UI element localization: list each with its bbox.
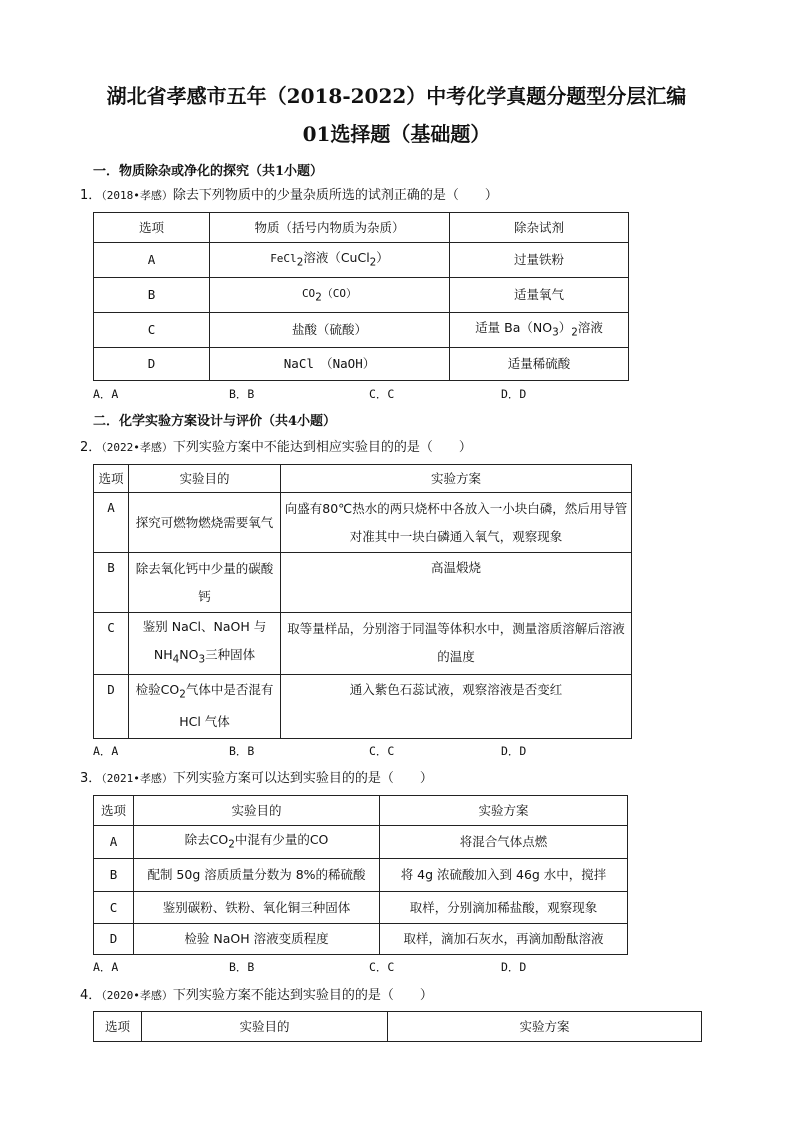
choice-d[interactable]: D．D bbox=[501, 387, 527, 401]
option-cell: A bbox=[94, 826, 134, 859]
header-cell: 除杂试剂 bbox=[450, 213, 629, 243]
table-row bbox=[94, 924, 628, 955]
q3-table bbox=[93, 795, 628, 955]
header-cell: 实验目的 bbox=[129, 465, 281, 493]
table-row bbox=[94, 243, 629, 278]
plan-cell: 将混合气体点燃 bbox=[380, 826, 628, 859]
formula: 溶液 bbox=[577, 319, 603, 335]
question-number: 1． bbox=[80, 188, 102, 203]
option-cell: C bbox=[94, 613, 129, 675]
formula: 鉴别 NaCl、NaOH 与 NH bbox=[142, 619, 267, 662]
choice-c[interactable]: C．C bbox=[369, 744, 395, 758]
header-cell: 实验方案 bbox=[388, 1012, 702, 1042]
choice-c[interactable]: C．C bbox=[369, 387, 395, 401]
table-row bbox=[94, 859, 628, 892]
reagent-cell: 适量稀硫酸 bbox=[450, 348, 629, 381]
question-source: （2020•孝感） bbox=[101, 989, 173, 1002]
goal-cell bbox=[129, 613, 281, 675]
question-number: 2． bbox=[80, 440, 102, 455]
question-source: （2018•孝感） bbox=[101, 189, 173, 202]
option-cell: A bbox=[94, 493, 129, 553]
choice-a[interactable]: A．A bbox=[93, 387, 119, 401]
question-source: （2021•孝感） bbox=[101, 772, 173, 785]
option-cell: D bbox=[94, 348, 210, 381]
question-source: （2022•孝感） bbox=[101, 441, 173, 454]
goal-cell bbox=[129, 674, 281, 738]
header-cell: 实验方案 bbox=[380, 796, 628, 826]
formula: （CO） bbox=[321, 286, 358, 300]
formula: NO bbox=[179, 647, 199, 662]
header-cell: 选项 bbox=[94, 465, 129, 493]
formula: ） bbox=[376, 249, 389, 265]
plan-cell: 通入紫色石蕊试液，观察溶液是否变红 bbox=[281, 674, 632, 738]
substance-cell: NaCl （NaOH） bbox=[210, 348, 450, 381]
choice-a[interactable]: A．A bbox=[93, 744, 119, 758]
plan-cell: 取等量样品，分别溶于同温等体积水中，测量溶质溶解后溶液的温度 bbox=[281, 613, 632, 675]
substance-cell: 盐酸（硫酸） bbox=[210, 313, 450, 348]
table-row bbox=[94, 826, 628, 859]
plan-cell: 取样，滴加石灰水，再滴加酚酞溶液 bbox=[380, 924, 628, 955]
option-cell: C bbox=[94, 313, 210, 348]
choice-b[interactable]: B．B bbox=[229, 960, 255, 974]
question-4 bbox=[80, 984, 433, 1003]
goal-cell: 除去氧化钙中少量的碳酸钙 bbox=[129, 553, 281, 613]
option-cell: A bbox=[94, 243, 210, 278]
header-cell: 实验目的 bbox=[134, 796, 380, 826]
substance-cell bbox=[210, 243, 450, 278]
formula: 中混有少量的CO bbox=[234, 831, 329, 847]
subscript: 3 bbox=[552, 326, 559, 339]
subscript: 2 bbox=[179, 688, 186, 701]
choice-d[interactable]: D．D bbox=[501, 744, 527, 758]
formula: 溶液（CuCl bbox=[303, 249, 370, 265]
formula: 三种固体 bbox=[205, 647, 256, 662]
option-cell: B bbox=[94, 553, 129, 613]
subscript: 2 bbox=[571, 326, 578, 339]
reagent-cell: 过量铁粉 bbox=[450, 243, 629, 278]
subscript: 3 bbox=[198, 653, 206, 666]
question-number: 4． bbox=[80, 988, 102, 1003]
table-row bbox=[94, 553, 632, 613]
table-header-row bbox=[94, 1012, 702, 1042]
table-row bbox=[94, 493, 632, 553]
subscript: 2 bbox=[315, 291, 322, 304]
table-row bbox=[94, 278, 629, 313]
question-stem: 下列实验方案不能达到实验目的的是（ ） bbox=[172, 988, 433, 1003]
header-cell: 实验目的 bbox=[142, 1012, 388, 1042]
table-row bbox=[94, 892, 628, 924]
table-header-row bbox=[94, 213, 629, 243]
formula: 除去CO bbox=[184, 831, 229, 847]
question-3 bbox=[80, 767, 433, 786]
reagent-cell: 适量氧气 bbox=[450, 278, 629, 313]
plan-cell: 取样，分别滴加稀盐酸，观察现象 bbox=[380, 892, 628, 924]
question-number: 3． bbox=[80, 771, 102, 786]
choice-c[interactable]: C．C bbox=[369, 960, 395, 974]
q4-table bbox=[93, 1011, 702, 1042]
subscript: 2 bbox=[228, 838, 235, 851]
option-cell: C bbox=[94, 892, 134, 924]
goal-cell: 鉴别碳粉、铁粉、氧化铜三种固体 bbox=[134, 892, 380, 924]
choice-b[interactable]: B．B bbox=[229, 744, 255, 758]
reagent-cell bbox=[450, 313, 629, 348]
option-cell: B bbox=[94, 859, 134, 892]
formula: 气体中是否混有HCl 气体 bbox=[179, 681, 274, 730]
question-stem: 下列实验方案可以达到实验目的的是（ ） bbox=[172, 771, 433, 786]
section-heading-1: 一．物质除杂或净化的探究（共1小题） bbox=[93, 164, 324, 179]
formula: FeCl bbox=[270, 251, 297, 265]
goal-cell: 配制 50g 溶质质量分数为 8%的稀硫酸 bbox=[134, 859, 380, 892]
goal-cell bbox=[134, 826, 380, 859]
table-row bbox=[94, 674, 632, 738]
choice-d[interactable]: D．D bbox=[501, 960, 527, 974]
formula: 检验CO bbox=[135, 681, 180, 697]
doc-subtitle: 01选择题（基础题） bbox=[302, 122, 491, 146]
plan-cell: 将 4g 浓硫酸加入到 46g 水中，搅拌 bbox=[380, 859, 628, 892]
subscript: 2 bbox=[369, 256, 377, 269]
choice-a[interactable]: A．A bbox=[93, 960, 119, 974]
subscript: 4 bbox=[172, 653, 180, 666]
question-stem: 除去下列物质中的少量杂质所选的试剂正确的是（ ） bbox=[172, 188, 498, 203]
option-cell: D bbox=[94, 674, 129, 738]
q2-table bbox=[93, 464, 632, 739]
header-cell: 实验方案 bbox=[281, 465, 632, 493]
section-heading-2: 二．化学实验方案设计与评价（共4小题） bbox=[93, 414, 337, 429]
table-row bbox=[94, 313, 629, 348]
formula: 适量 Ba（NO bbox=[475, 319, 553, 335]
option-cell: B bbox=[94, 278, 210, 313]
question-1 bbox=[80, 184, 498, 203]
table-row bbox=[94, 348, 629, 381]
choice-b[interactable]: B．B bbox=[229, 387, 255, 401]
goal-cell: 探究可燃物燃烧需要氧气 bbox=[129, 493, 281, 553]
goal-cell: 检验 NaOH 溶液变质程度 bbox=[134, 924, 380, 955]
header-cell: 选项 bbox=[94, 1012, 142, 1042]
plan-cell: 向盛有80℃热水的两只烧杯中各放入一小块白磷，然后用导管对准其中一块白磷通入氧气，观察现象 bbox=[281, 493, 632, 553]
header-cell: 选项 bbox=[94, 213, 210, 243]
header-cell: 选项 bbox=[94, 796, 134, 826]
substance-cell bbox=[210, 278, 450, 313]
formula: ） bbox=[558, 319, 572, 335]
question-2 bbox=[80, 436, 472, 455]
header-cell: 物质（括号内物质为杂质） bbox=[210, 213, 450, 243]
table-header-row bbox=[94, 465, 632, 493]
subscript: 2 bbox=[296, 256, 304, 269]
q1-table bbox=[93, 212, 629, 381]
doc-title: 湖北省孝感市五年（2018-2022）中考化学真题分题型分层汇编 bbox=[106, 84, 687, 108]
question-stem: 下列实验方案中不能达到相应实验目的的是（ ） bbox=[172, 440, 472, 455]
table-row bbox=[94, 613, 632, 675]
formula: CO bbox=[301, 286, 316, 300]
option-cell: D bbox=[94, 924, 134, 955]
table-header-row bbox=[94, 796, 628, 826]
plan-cell: 高温煅烧 bbox=[281, 553, 632, 613]
